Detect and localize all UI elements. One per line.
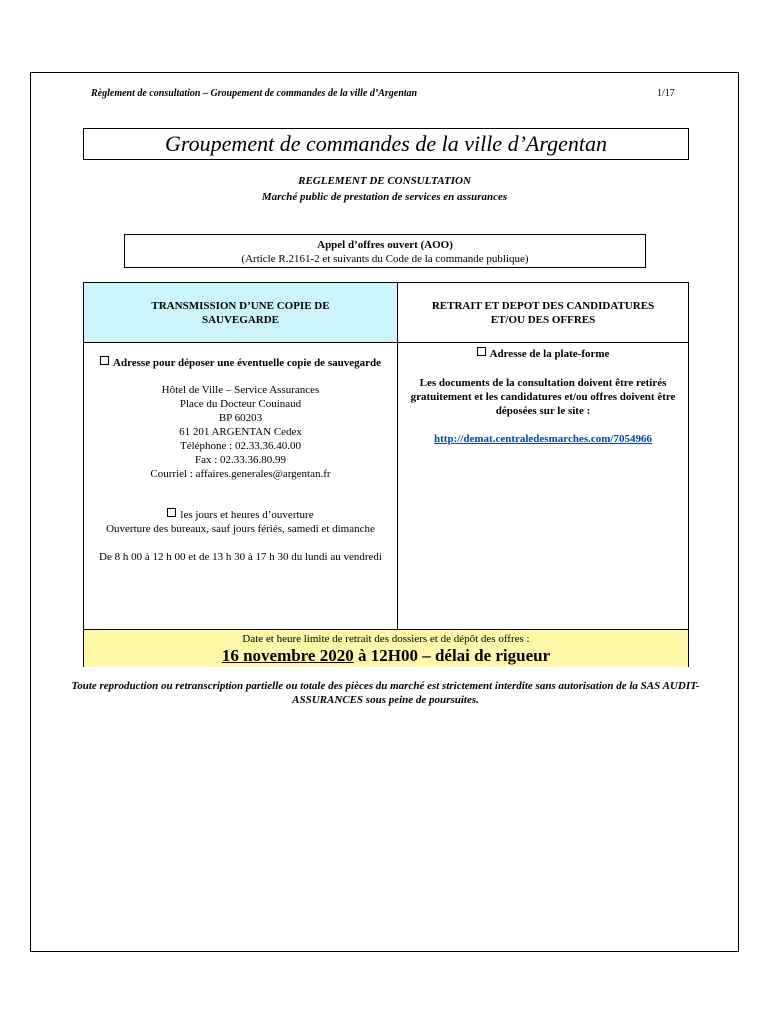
checkbox-icon (167, 508, 176, 517)
deadline-time: à 12H00 – délai de rigueur (353, 646, 551, 665)
submission-details (402, 343, 684, 446)
platform-text: Les documents de la consultation doivent être retirés gratuitement et les candidatures et/ou offres doivent être déposées sur le site : (410, 377, 676, 417)
deadline-date (84, 646, 688, 666)
email-line: Courriel : affaires.generales@argentan.fr (150, 468, 331, 480)
subtitle-regulation: REGLEMENT DE CONSULTATION (298, 175, 471, 187)
document-page (30, 72, 739, 952)
procedure-reference: (Article R.2161-2 et suivants du Code de la commande publique) (241, 253, 529, 265)
page-number: 1/17 (657, 88, 675, 99)
backup-copy-details (92, 343, 389, 564)
procedure-box (124, 234, 646, 268)
platform-label: Adresse de la plate-forme (489, 348, 610, 360)
address-line: BP 60203 (218, 412, 263, 424)
document-title: Groupement de commandes de la ville d’Argentan (83, 128, 689, 160)
deadline-banner (84, 629, 688, 667)
deadline-label: Date et heure limite de retrait des dossiers et de dépôt des offres : (242, 633, 530, 645)
hours-times: De 8 h 00 à 12 h 00 et de 13 h 30 à 17 h 30 du lundi au vendredi (99, 551, 382, 563)
hours-description: Ouverture des bureaux, sauf jours fériés, samedi et dimanche (106, 523, 375, 535)
address-line: 61 201 ARGENTAN Cedex (179, 426, 302, 438)
info-table (83, 282, 689, 667)
running-header: Règlement de consultation – Groupement de commandes de la ville d’Argentan (91, 88, 418, 99)
hours-label: les jours et heures d’ouverture (180, 509, 314, 521)
subtitle-market: Marché public de prestation de services en assurances (261, 191, 508, 203)
checkbox-icon (477, 347, 486, 356)
address-label: Adresse pour déposer une éventuelle copie de sauvegarde (113, 357, 381, 369)
fax-line: Fax : 02.33.36.80.99 (194, 454, 287, 466)
checkbox-icon (100, 356, 109, 365)
submission-heading: RETRAIT ET DEPOT DES CANDIDATURES ET/OU DES OFFRES (431, 299, 655, 326)
column-divider (397, 283, 398, 629)
address-line: Hôtel de Ville – Service Assurances (161, 384, 320, 396)
reproduction-notice: Toute reproduction ou retranscription partielle ou totale des pièces du marché est strictement interdite sans autorisation de la SAS AUDIT-ASSURANCES sous peine de poursuites. (71, 680, 700, 706)
address-line: Place du Docteur Couinaud (179, 398, 302, 410)
platform-link[interactable]: http://demat.centraledesmarches.com/7054966 (434, 433, 652, 445)
deadline-day: 16 novembre 2020 (221, 646, 354, 665)
phone-line: Téléphone : 02.33.36.40.00 (180, 440, 301, 452)
backup-copy-heading: TRANSMISSION D’UNE COPIE DE SAUVEGARDE (84, 283, 397, 342)
postal-address (92, 383, 389, 481)
procedure-name: Appel d’offres ouvert (AOO) (317, 239, 453, 251)
